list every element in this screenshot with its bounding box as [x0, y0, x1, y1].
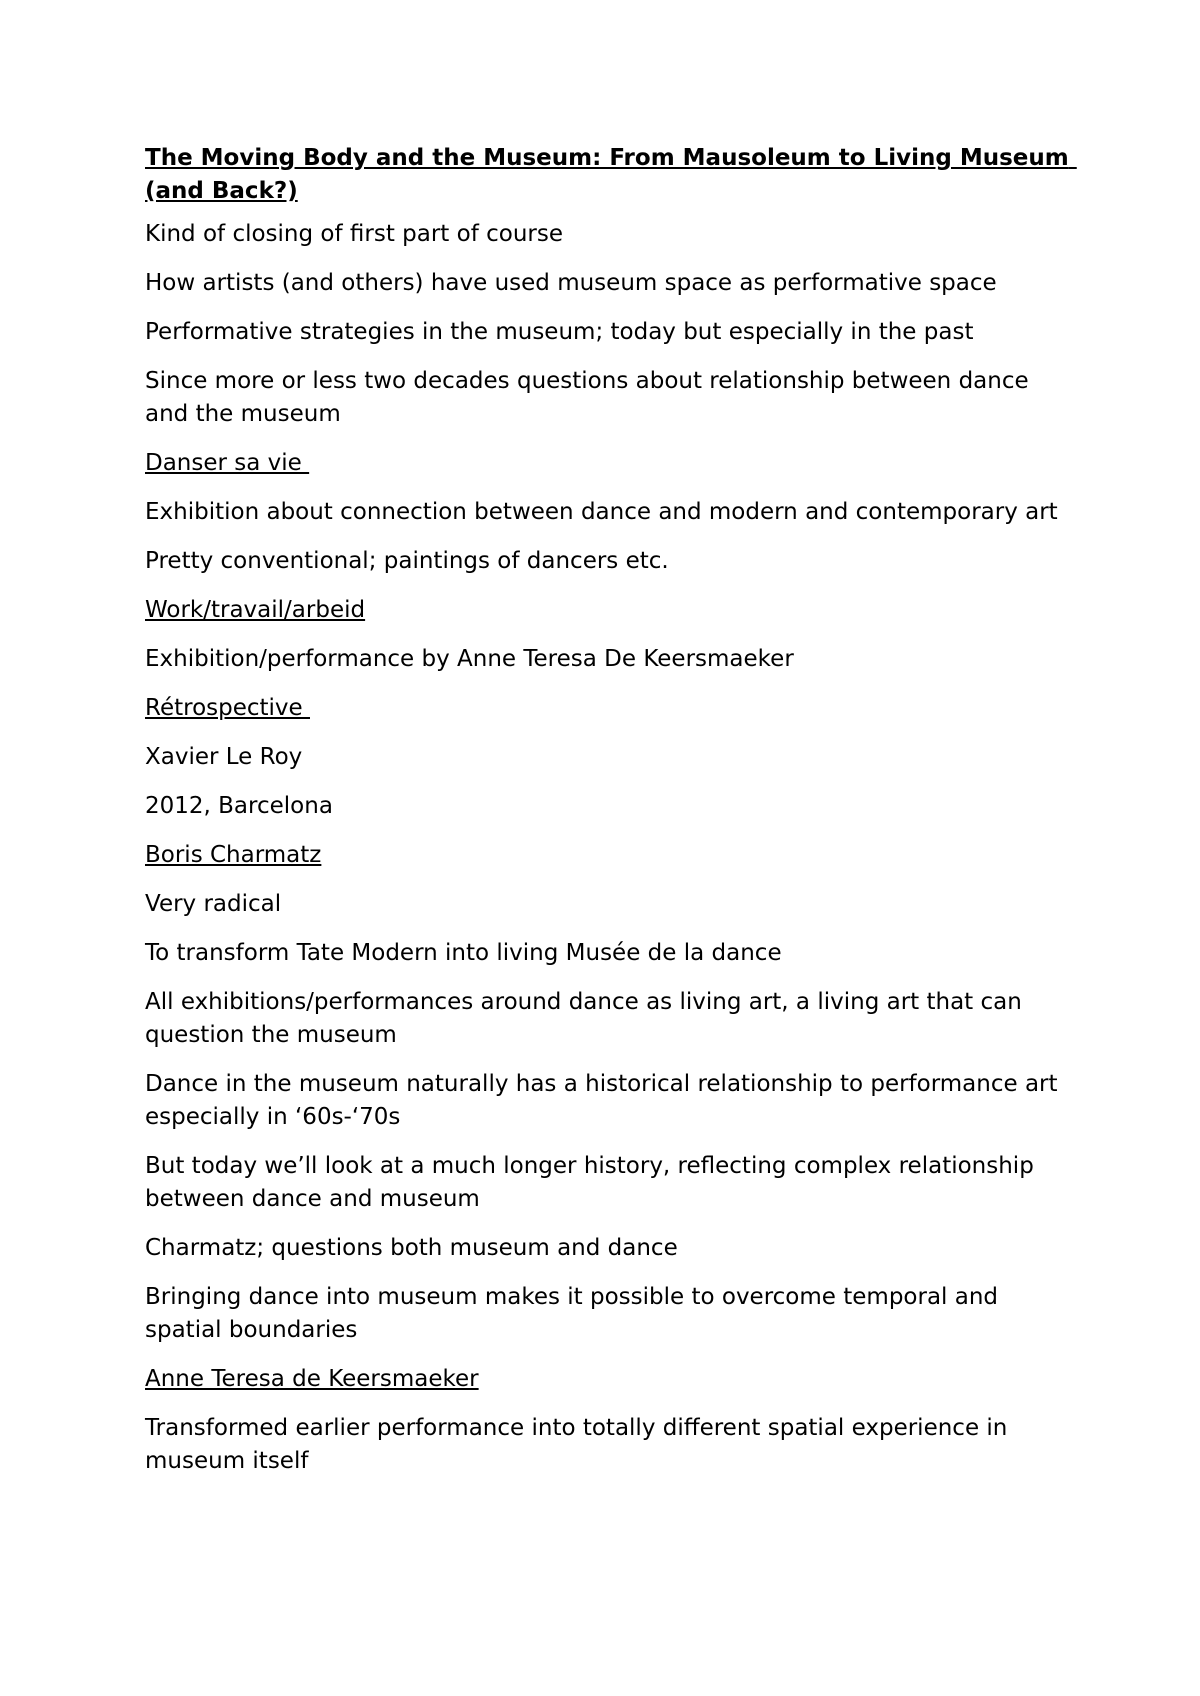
paragraph: Dance in the museum naturally has a historical relationship to performance art especially in ‘60s-‘70s — [145, 1071, 1058, 1130]
paragraph: Charmatz; questions both museum and dance — [145, 1235, 678, 1261]
section-heading: Rétrospective — [145, 695, 310, 721]
paragraph: Exhibition about connection between dance and modern and contemporary art — [145, 499, 1058, 525]
paragraph: How artists (and others) have used museum space as performative space — [145, 270, 997, 296]
section-heading: Anne Teresa de Keersmaeker — [145, 1366, 479, 1392]
paragraph: 2012, Barcelona — [145, 793, 333, 819]
paragraph: Exhibition/performance by Anne Teresa De Keersmaeker — [145, 646, 794, 672]
paragraph: All exhibitions/performances around dance as living art, a living art that can question the museum — [145, 989, 1022, 1048]
paragraph: To transform Tate Modern into living Musée de la dance — [145, 940, 782, 966]
paragraph: Performative strategies in the museum; today but especially in the past — [145, 319, 974, 345]
paragraph: Bringing dance into museum makes it possible to overcome temporal and spatial boundaries — [145, 1284, 999, 1343]
paragraph: Transformed earlier performance into totally different spatial experience in museum itself — [145, 1415, 1008, 1474]
section-heading: Danser sa vie — [145, 450, 310, 476]
paragraph: Pretty conventional; paintings of dancers etc. — [145, 548, 669, 574]
paragraph: Very radical — [145, 891, 282, 917]
document-body — [145, 218, 1075, 1478]
document-title: The Moving Body and the Museum: From Mausoleum to Living Museum (and Back?) — [145, 145, 1077, 204]
document-page — [145, 142, 1075, 1494]
paragraph: Since more or less two decades questions about relationship between dance and the museum — [145, 368, 1029, 427]
paragraph: Kind of closing of first part of course — [145, 221, 563, 247]
paragraph: But today we’ll look at a much longer history, reflecting complex relationship between dance and museum — [145, 1153, 1034, 1212]
paragraph: Xavier Le Roy — [145, 744, 303, 770]
section-heading: Boris Charmatz — [145, 842, 322, 868]
section-heading: Work/travail/arbeid — [145, 597, 366, 623]
